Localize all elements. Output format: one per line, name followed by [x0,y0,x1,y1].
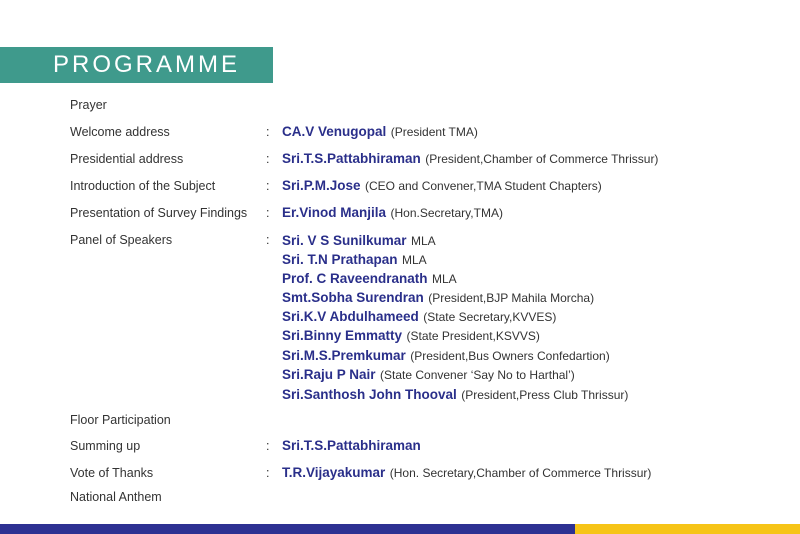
speaker-role: (State President,KSVVS) [406,329,540,343]
item-label: Presidential address [70,152,184,166]
speaker-role: MLA [432,272,457,286]
page-title: PROGRAMME [53,51,241,78]
speaker-name: Sri.Raju P Nair [282,367,376,382]
speaker-name: Sri.T.S.Pattabhiraman [282,151,421,166]
item-entry [282,176,602,196]
item-label: Summing up [70,439,141,453]
speaker-role: (President,BJP Mahila Morcha) [428,291,595,305]
programme-row-prayer [0,95,800,115]
speaker-name: Prof. C Raveendranath [282,271,428,286]
item-label: National Anthem [70,490,162,504]
footer-bar-blue [0,524,575,534]
item-label: Welcome address [70,125,170,139]
panel-speaker [282,269,457,288]
speaker-name: Sri.M.S.Premkumar [282,348,406,363]
programme-banner [0,47,273,83]
speaker-name: Sri.K.V Abdulhameed [282,309,419,324]
separator: : [266,466,270,480]
item-label: Floor Participation [70,413,171,427]
speaker-name: T.R.Vijayakumar [282,465,386,480]
separator: : [266,152,270,166]
separator: : [266,206,270,220]
panel-speaker [282,288,594,307]
speaker-role: (Hon. Secretary,Chamber of Commerce Thrissur) [389,466,652,480]
speaker-role: (President,Press Club Thrissur) [461,388,629,402]
speaker-name: Sri.Santhosh John Thooval [282,387,457,402]
item-label: Prayer [70,98,107,112]
programme-row-vote-of-thanks [0,463,800,483]
separator: : [266,439,270,453]
speaker-role: MLA [411,234,436,248]
speaker-role: MLA [401,253,427,267]
programme-row-introduction [0,176,800,196]
item-entry [282,436,421,456]
speaker-role: (President,Bus Owners Confedartion) [410,349,610,363]
speaker-role: (State Secretary,KVVES) [423,310,557,324]
separator: : [266,125,270,139]
speaker-name: Smt.Sobha Surendran [282,290,424,305]
separator: : [266,179,270,193]
speaker-role: (CEO and Convener,TMA Student Chapters) [365,179,602,193]
speaker-name: Sri. T.N Prathapan [282,252,398,267]
programme-row-welcome [0,122,800,142]
programme-row-floor [0,410,800,430]
programme-row-summing-up [0,436,800,456]
item-label: Vote of Thanks [70,466,154,480]
speaker-role: (Hon.Secretary,TMA) [390,206,503,220]
panel-speaker [282,385,628,404]
speaker-name: Sri.P.M.Jose [282,178,361,193]
speaker-role: (State Convener ‘Say No to Harthal’) [380,368,575,382]
item-entry [282,203,503,223]
footer-bar-yellow [575,524,800,534]
item-entry [282,463,651,483]
item-entry [282,122,478,142]
speaker-role: (President,Chamber of Commerce Thrissur) [425,152,659,166]
item-label: Presentation of Survey Findings [70,206,248,220]
separator: : [266,233,270,247]
speaker-name: Sri.Binny Emmatty [282,328,403,343]
item-label: Panel of Speakers [70,233,173,247]
panel-speaker [282,231,436,250]
panel-speaker [282,346,610,365]
programme-row-anthem [0,487,800,507]
programme-row-survey [0,203,800,223]
panel-speaker [282,250,427,269]
speaker-name: Er.Vinod Manjila [282,205,387,220]
speaker-name: Sri. V S Sunilkumar [282,233,407,248]
item-label: Introduction of the Subject [70,179,216,193]
item-entry [282,149,658,169]
programme-row-presidential [0,149,800,169]
speaker-role: (President TMA) [390,125,478,139]
panel-speaker [282,307,556,326]
panel-speaker [282,365,575,384]
speaker-name: Sri.T.S.Pattabhiraman [282,438,421,453]
panel-speaker [282,326,540,345]
speaker-name: CA.V Venugopal [282,124,387,139]
